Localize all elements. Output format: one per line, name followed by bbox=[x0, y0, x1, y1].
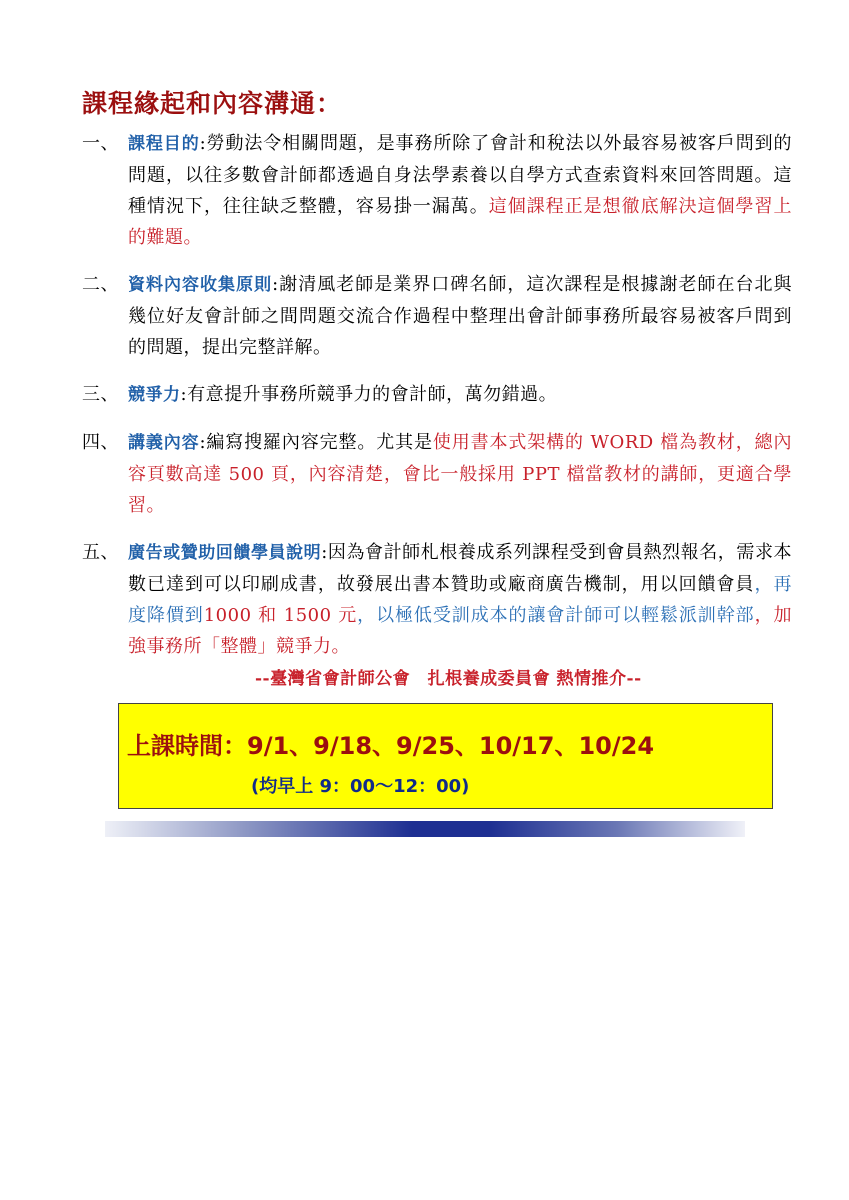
item-separator: : bbox=[199, 432, 207, 453]
list-item bbox=[82, 379, 792, 411]
item-number: 一、 bbox=[82, 133, 119, 154]
item-text: 勞動法令相關問題，是事務所除了會計和稅法以外最容易被客戶問到的問題，以往多數會計師都透過自身法學素養以自學方式查索資料來回答問題。這種情況下，往往缺乏整體，容易掛一漏萬。 bbox=[128, 133, 792, 217]
item-text: 謝清風老師是業界口碑名師，這次課程是根據謝老師在台北與幾位好友會計師之間問題交流合作過程中整理出會計師事務所最容易被客戶問到的問題，提出完整詳解。 bbox=[128, 274, 793, 358]
signature-dash: -- bbox=[626, 669, 642, 689]
item-highlight: ，加強事務所「整體」競爭力。 bbox=[128, 605, 793, 657]
schedule-time: (均早上 9：00～12：00) bbox=[251, 776, 470, 797]
page-heading: 課程緣起和內容溝通： bbox=[82, 89, 343, 118]
item-label: 資料內容收集原則 bbox=[128, 275, 273, 295]
schedule-box bbox=[118, 703, 773, 809]
item-highlight-blue: ，再度降價到 bbox=[128, 574, 793, 626]
item-text: 因為會計師札根養成系列課程受到會員熱烈報名，需求本數已達到可以印刷成書，故發展出書本贊助或廠商廣告機制，用以回饋會員 bbox=[128, 542, 793, 595]
item-body bbox=[128, 427, 792, 521]
item-label: 課程目的 bbox=[128, 134, 200, 154]
item-number: 四、 bbox=[82, 432, 119, 453]
item-text: 有意提升事務所競爭力的會計師，萬勿錯過。 bbox=[187, 384, 558, 405]
signature bbox=[255, 664, 642, 689]
decorative-gradient-bar bbox=[105, 821, 745, 837]
course-intro-list bbox=[82, 128, 792, 662]
list-item bbox=[82, 427, 792, 521]
item-label: 講義內容 bbox=[128, 433, 200, 453]
item-label: 廣告或贊助回饋學員說明 bbox=[128, 543, 322, 563]
item-label: 競爭力 bbox=[128, 385, 181, 405]
schedule-dates: 上課時間：9/1、9/18、9/25、10/17、10/24 bbox=[127, 732, 655, 760]
item-body bbox=[128, 537, 792, 662]
item-highlight: 這個課程正是想徹底解決這個學習上的難題。 bbox=[128, 196, 792, 248]
item-body bbox=[128, 269, 792, 363]
item-body bbox=[128, 379, 792, 411]
signature-text: 臺灣省會計師公會 扎根養成委員會 熱情推介 bbox=[270, 669, 627, 689]
item-text: 編寫搜羅內容完整。尤其是 bbox=[206, 432, 433, 453]
list-item bbox=[82, 537, 792, 662]
item-number: 三、 bbox=[82, 384, 119, 405]
item-body bbox=[128, 128, 792, 253]
item-price: 1000 和 1500 元 bbox=[203, 605, 358, 626]
item-separator: : bbox=[321, 542, 328, 563]
signature-dash: -- bbox=[255, 669, 271, 689]
item-number: 五、 bbox=[82, 542, 119, 563]
item-separator: : bbox=[272, 274, 279, 295]
item-highlight: 使用書本式架構的 WORD 檔為教材，總內容頁數高達 500 頁，內容清楚，會比一般採用 PPT 檔當教材的講師，更適合學習。 bbox=[128, 432, 793, 516]
list-item bbox=[82, 128, 792, 253]
item-number: 二、 bbox=[82, 274, 119, 295]
item-separator: : bbox=[199, 133, 207, 154]
list-item bbox=[82, 269, 792, 363]
item-highlight-blue: ，以極低受訓成本的讓會計師可以輕鬆派訓幹部 bbox=[357, 605, 755, 626]
item-separator: : bbox=[180, 384, 188, 405]
